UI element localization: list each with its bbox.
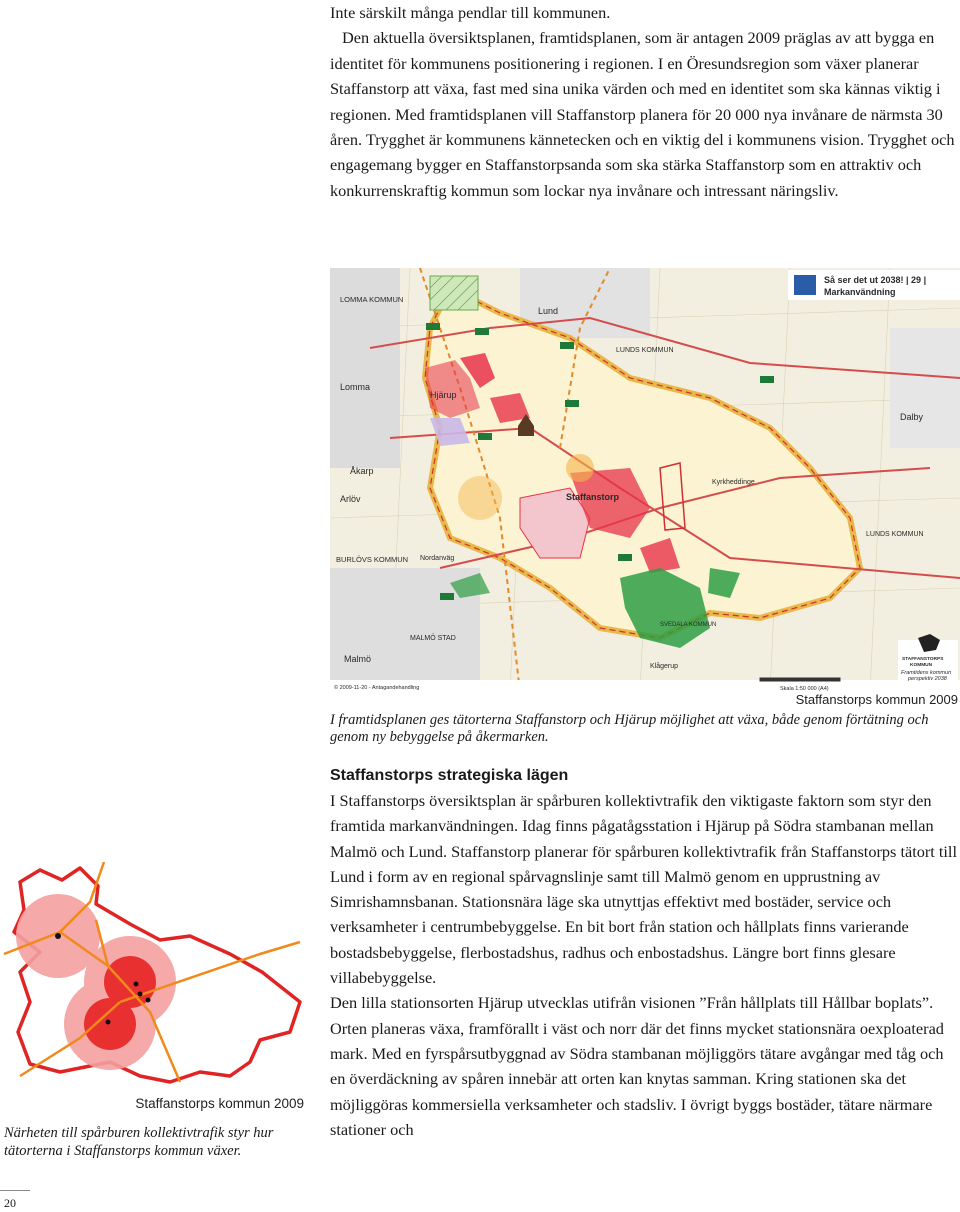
intro-paragraph-1: Inte särskilt många pendlar till kommunen. <box>330 3 611 22</box>
rail-proximity-map <box>0 862 312 1090</box>
map-logo-line-3: Framtidens kommun <box>901 670 952 676</box>
map-label-lund: Lund <box>538 306 559 316</box>
map-logo-line-2: KOMMUN <box>910 663 933 668</box>
map-label-nordanvag: Nordanväg <box>420 555 455 562</box>
map-scale: Skala 1:50 000 (A4) <box>780 686 829 692</box>
map-label-burlovs-kommun: BURLÖVS KOMMUN <box>336 555 409 564</box>
map-copyright: © 2009-11-20 - Antagandehandling <box>334 685 420 691</box>
map-label-kyrkheddinge: Kyrkheddinge <box>712 479 755 486</box>
map-logo-line-4: perspektiv 2038 <box>908 676 947 682</box>
intro-paragraph-2: Den aktuella översiktsplanen, framtidsplanen, som är antagen 2009 präglas av att bygga en identitet för kommunens positionering i regionen. I en Öresundsregion som växer planerar Staffanstorp att växa, fast med sina unika värden och med en identitet som ska kännas viktig i regionen. Med framtidsplanen vill Staffanstorp planera för 20 000 nya invånare de närmsta 30 åren. Trygghet är kommunens kännetecken och en viktig del i kommunens vision. Trygghet och engagemang bygger en Staffanstorpsanda som ska stärka Staffanstorp som en attraktiv och konkurrenskraftig kommun som lockar nya invånare och intressant näringsliv. <box>330 28 955 200</box>
map-label-malmo-stad: MALMÖ STAD <box>410 635 456 642</box>
map-header-title: Så ser det ut 2038! | 29 | <box>824 275 927 285</box>
land-use-map-graphic <box>330 268 960 692</box>
map-label-lunds-kommun-east: LUNDS KOMMUN <box>866 531 924 538</box>
map-label-klagerup: Klågerup <box>650 663 679 670</box>
map-label-staffanstorp: Staffanstorp <box>566 492 620 502</box>
map-label-lomma-kommun: LOMMA KOMMUN <box>340 295 404 304</box>
map-label-lunds-kommun-north: LUNDS KOMMUN <box>616 347 674 354</box>
map-label-arlov: Arlöv <box>340 494 361 504</box>
footer-rule <box>0 1190 30 1191</box>
small-map-source: Staffanstorps kommun 2009 <box>135 1096 304 1111</box>
section-heading: Staffanstorps strategiska lägen <box>330 767 569 784</box>
map-label-dalby: Dalby <box>900 412 924 422</box>
section-paragraph-1: I Staffanstorps översiktsplan är spårburen kollektivtrafik den viktigaste faktorn som styr den framtida markanvändningen. Idag finns pågatågsstation i Hjärup på Södra stambanan mellan Malmö och Lund. Staffanstorp planerar för spårburen kollektivtrafik från Staffanstorps tätort till Lund i form av en regional spårvagnslinje samt till Malmö genom en upprustning av Simrishamnsbanan. Stationsnära läge ska utnyttjas effektivt med bostäder, service och verksamheter i centrumbebyggelse. En bit bort från station och hållplats finns varierande bostadsbebyggelse, flerbostadshus, radhus och enbostadshus. Längre bort finns glesare villabebyggelse. <box>330 791 957 988</box>
map-source: Staffanstorps kommun 2009 <box>795 692 958 707</box>
map-header-subtitle: Markanvändning <box>824 287 896 297</box>
small-map-caption: Närheten till spårburen kollektivtrafik styr hur tätorterna i Staffanstorps kommun växer. <box>4 1125 274 1159</box>
map-label-hjarup: Hjärup <box>430 390 457 400</box>
map-caption: I framtidsplanen ges tätorterna Staffanstorp och Hjärup möjlighet att växa, både genom förtätning och genom ny bebyggelse på åkermarken. <box>330 712 929 745</box>
map-label-svedala-kommun: SVEDALA KOMMUN <box>660 622 717 628</box>
map-logo-line-1: STAFFANSTORPS <box>902 657 944 662</box>
intro-text <box>330 0 956 203</box>
map-label-akarp: Åkarp <box>350 466 374 476</box>
land-use-map <box>330 268 960 692</box>
map-label-lomma: Lomma <box>340 382 371 392</box>
section-paragraph-2: Den lilla stationsorten Hjärup utvecklas utifrån visionen ”Från hållplats till Hållbar boplats”. Orten planeras växa, framförallt i väst och norr där det finns mycket stationsnära oexploaterad mark. Med en fyrspårsutbyggnad av Södra stambanan möjliggörs tätare avgångar med tåg och en överdäckning av spåren innebär att orten kan knytas samman. Kring stationen ska det möjliggöras kommersiella verksamheter och stadsliv. I övrigt byggs bostäder, tätare närmare stationer och <box>330 993 944 1139</box>
map-label-malmo: Malmö <box>344 654 372 664</box>
rail-proximity-map-graphic <box>0 862 312 1090</box>
strategic-locations-section <box>330 763 958 1142</box>
page-number: 20 <box>4 1196 16 1210</box>
